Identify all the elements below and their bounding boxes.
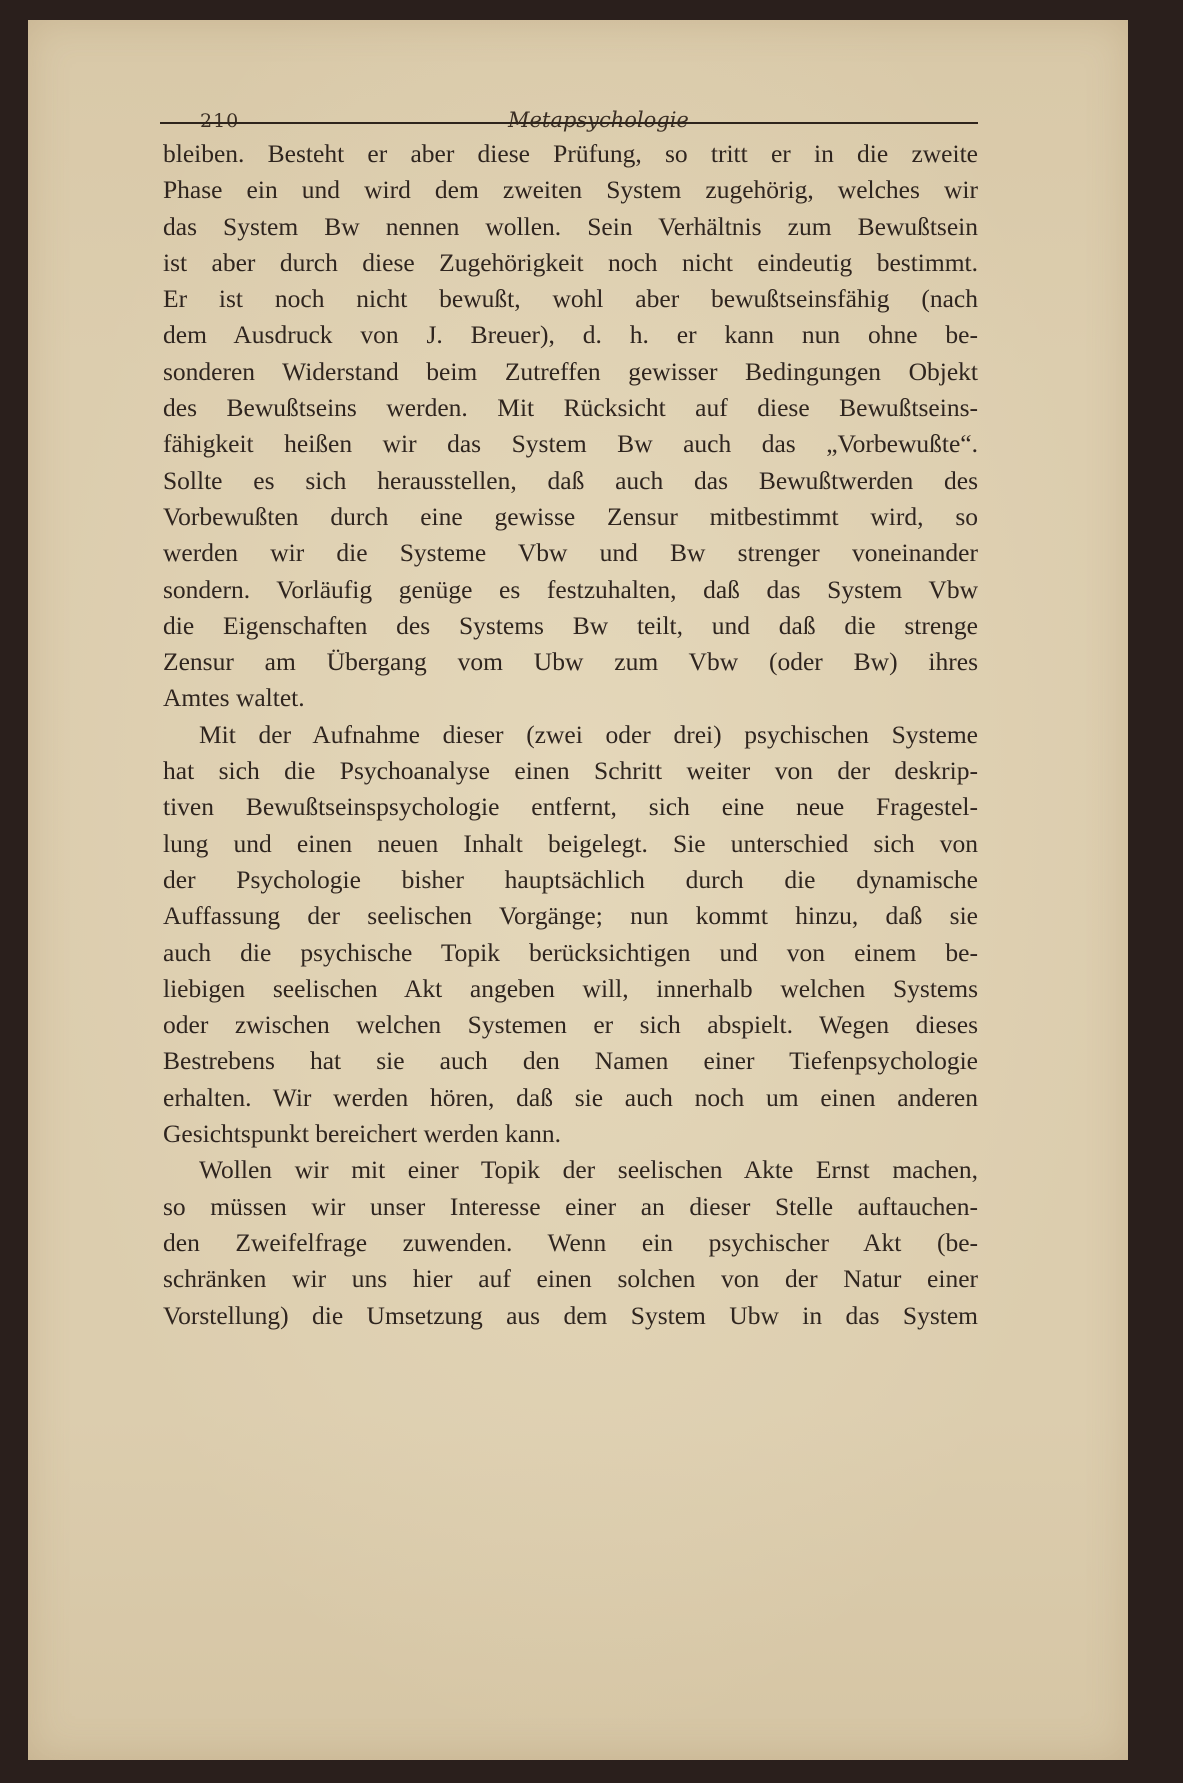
text-line: den Zweifelfrage zuwenden. Wenn ein psychischer Akt (be- [163,1227,978,1257]
running-title: Metapsychologie [508,108,689,132]
text-line: schränken wir uns hier auf einen solchen von der Natur einer [163,1264,978,1294]
text-line: hat sich die Psychoanalyse einen Schritt weiter von der deskrip- [163,756,978,786]
text-line: Vorstellung) die Umsetzung aus dem System Ubw in das System [163,1300,978,1330]
text-line: Er ist noch nicht bewußt, wohl aber bewußtseinsfähig (nach [163,284,978,314]
text-line: sonderen Widerstand beim Zutreffen gewisser Bedingungen Objekt [163,356,978,386]
text-line: werden wir die Systeme Vbw und Bw strenger voneinander [163,538,978,568]
body-text [163,136,978,1334]
text-line: Mit der Aufnahme dieser (zwei oder drei) psychischen Systeme [199,719,978,749]
text-line: lung und einen neuen Inhalt beigelegt. Sie unterschied sich von [163,828,978,858]
text-line: Bestrebens hat sie auch den Namen einer Tiefenpsychologie [163,1046,978,1076]
page-number: 210 [200,110,240,132]
text-line: tiven Bewußtseinspsychologie entfernt, sich eine neue Fragestel- [163,792,978,822]
text-line: sondern. Vorläufig genüge es festzuhalten, daß das System Vbw [163,574,978,604]
text-line: Sollte es sich herausstellen, daß auch das Bewußtwerden des [163,465,978,495]
text-line: bleiben. Besteht er aber diese Prüfung, so tritt er in die zweite [163,139,978,168]
text-line: Zensur am Übergang vom Ubw zum Vbw (oder Bw) ihres [163,647,978,677]
text-line: der Psychologie bisher hauptsächlich durch die dynamische [163,864,978,894]
text-line: erhalten. Wir werden hören, daß sie auch noch um einen anderen [163,1082,978,1112]
text-line: Auffassung der seelischen Vorgänge; nun kommt hinzu, daß sie [163,901,978,931]
text-line: Gesichtspunkt bereichert werden kann. [163,1119,561,1149]
text-line: das System Bw nennen wollen. Sein Verhältnis zum Bewußtsein [163,211,978,241]
text-line: die Eigenschaften des Systems Bw teilt, und daß die strenge [163,610,978,640]
text-line: oder zwischen welchen Systemen er sich abspielt. Wegen dieses [163,1010,978,1040]
text-line: dem Ausdruck von J. Breuer), d. h. er kann nun ohne be- [163,320,978,350]
text-line: fähigkeit heißen wir das System Bw auch das „Vorbewußte“. [163,429,978,459]
text-line: Amtes waltet. [163,683,305,713]
text-line: Phase ein und wird dem zweiten System zugehörig, welches wir [163,175,978,205]
text-line: liebigen seelischen Akt angeben will, innerhalb welchen Systems [163,973,978,1003]
text-line: ist aber durch diese Zugehörigkeit noch nicht eindeutig bestimmt. [163,247,978,277]
header-rule [160,122,978,124]
text-line: Vorbewußten durch eine gewisse Zensur mitbestimmt wird, so [163,501,978,531]
text-line: des Bewußtseins werden. Mit Rücksicht auf diese Bewußtseins- [163,393,978,423]
text-line: so müssen wir unser Interesse einer an dieser Stelle auftauchen- [163,1191,978,1221]
text-line: Wollen wir mit einer Topik der seelischen Akte Ernst machen, [199,1155,978,1185]
text-line: auch die psychische Topik berücksichtigen und von einem be- [163,937,978,967]
